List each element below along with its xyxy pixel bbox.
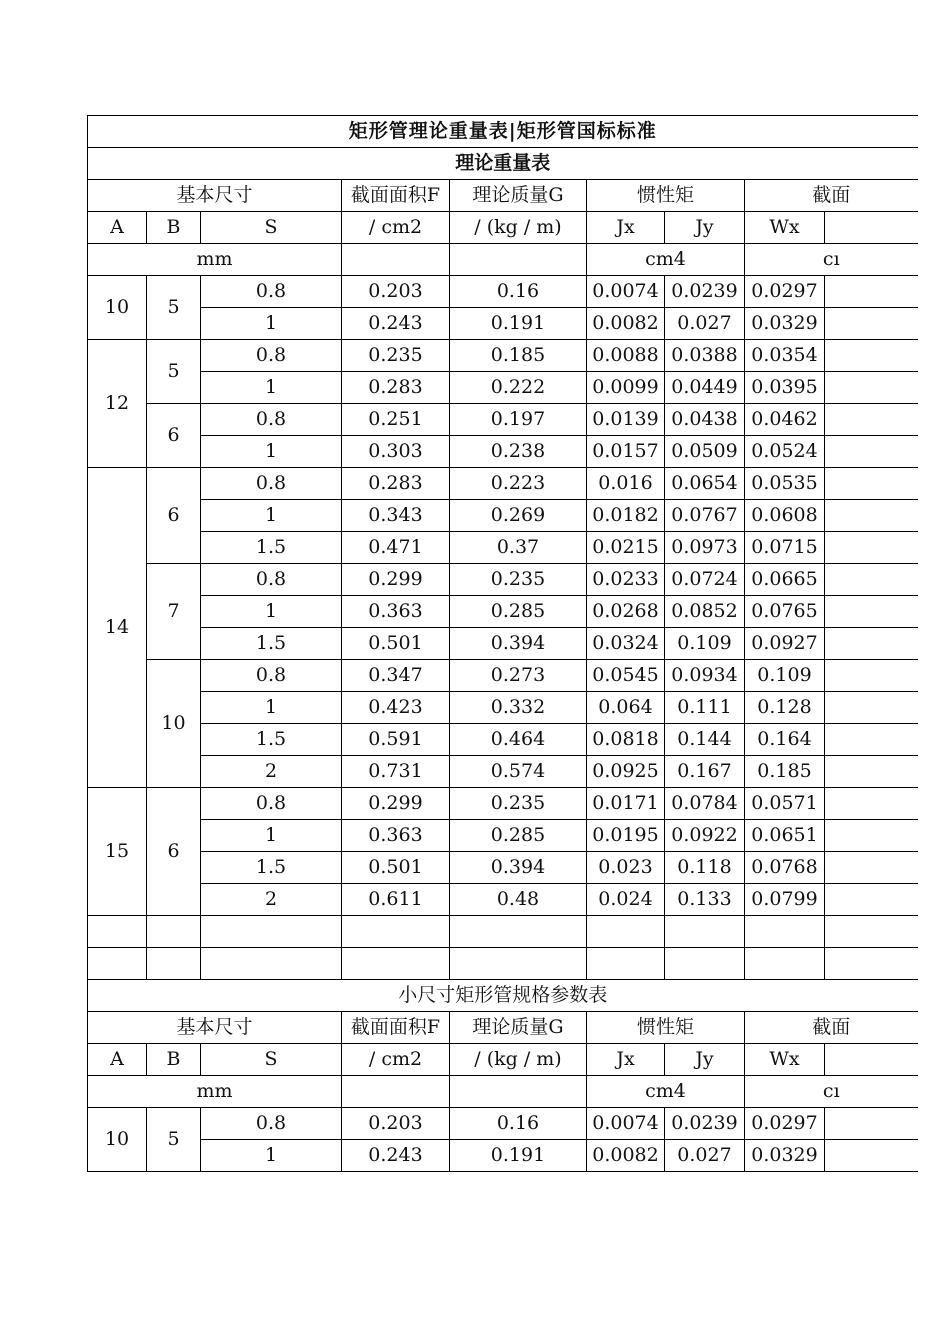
jx-cell: 0.0215 xyxy=(587,532,665,564)
wx-cell: 0.0329 xyxy=(745,1140,825,1172)
table-row xyxy=(88,884,918,916)
thickness-cell: 1 xyxy=(201,372,342,404)
jy-cell: 0.0654 xyxy=(665,468,745,500)
empty-cell xyxy=(147,948,201,980)
mass-cell: 0.191 xyxy=(450,1140,587,1172)
mass-unit: / (kg / m) xyxy=(450,1044,587,1076)
table-row xyxy=(88,756,918,788)
table-row xyxy=(88,404,918,436)
dim-a-cell: 12 xyxy=(88,340,147,468)
jy-header: Jy xyxy=(665,1044,745,1076)
mass-header: 理论质量G xyxy=(450,1012,587,1044)
empty-row xyxy=(88,948,918,980)
empty-row xyxy=(88,916,918,948)
wx-cell: 0.0768 xyxy=(745,852,825,884)
mass-cell: 0.464 xyxy=(450,724,587,756)
wy-cell xyxy=(825,564,918,596)
jx-cell: 0.0074 xyxy=(587,276,665,308)
table-row xyxy=(88,820,918,852)
area-cell: 0.591 xyxy=(342,724,450,756)
area-cell: 0.471 xyxy=(342,532,450,564)
table-cell xyxy=(342,244,450,276)
dim-b-cell: 6 xyxy=(147,404,201,468)
weight-table xyxy=(87,115,918,1172)
jy-cell: 0.0239 xyxy=(665,1108,745,1140)
dim-b-cell: 7 xyxy=(147,564,201,660)
jy-cell: 0.118 xyxy=(665,852,745,884)
table-row xyxy=(88,308,918,340)
area-cell: 0.283 xyxy=(342,468,450,500)
basic-size-header: 基本尺寸 xyxy=(88,180,342,212)
wy-cell xyxy=(825,724,918,756)
jx-cell: 0.0818 xyxy=(587,724,665,756)
thickness-cell: 0.8 xyxy=(201,340,342,372)
jx-cell: 0.0074 xyxy=(587,1108,665,1140)
wy-cell xyxy=(825,820,918,852)
mass-cell: 0.238 xyxy=(450,436,587,468)
thickness-cell: 2 xyxy=(201,884,342,916)
mass-cell: 0.16 xyxy=(450,1108,587,1140)
wy-cell xyxy=(825,756,918,788)
wx-cell: 0.0329 xyxy=(745,308,825,340)
dim-a-cell: 15 xyxy=(88,788,147,916)
table-row xyxy=(88,436,918,468)
area-cell: 0.243 xyxy=(342,308,450,340)
empty-cell xyxy=(825,916,918,948)
jy-cell: 0.0973 xyxy=(665,532,745,564)
area-cell: 0.611 xyxy=(342,884,450,916)
wy-cell xyxy=(825,500,918,532)
area-cell: 0.363 xyxy=(342,820,450,852)
area-cell: 0.731 xyxy=(342,756,450,788)
area-header: 截面面积F xyxy=(342,1012,450,1044)
wy-cell xyxy=(825,692,918,724)
wx-header: Wx xyxy=(745,212,825,244)
cm4-unit: cm4 xyxy=(587,1076,745,1108)
mass-cell: 0.285 xyxy=(450,820,587,852)
modulus-header: 截面 xyxy=(745,1012,918,1044)
mass-cell: 0.269 xyxy=(450,500,587,532)
wy-cell xyxy=(825,340,918,372)
jy-cell: 0.0934 xyxy=(665,660,745,692)
dim-a-cell: 10 xyxy=(88,1108,147,1172)
wy-cell xyxy=(825,628,918,660)
wy-cell xyxy=(825,372,918,404)
dim-b-cell: 5 xyxy=(147,276,201,340)
wx-cell: 0.0354 xyxy=(745,340,825,372)
subtitle-row xyxy=(88,148,918,180)
wy-cell xyxy=(825,532,918,564)
col-a-header: A xyxy=(88,1044,147,1076)
jx-cell: 0.0233 xyxy=(587,564,665,596)
dim-b-cell: 6 xyxy=(147,468,201,564)
jx-cell: 0.0099 xyxy=(587,372,665,404)
t2-header-row xyxy=(88,1012,918,1044)
area-cell: 0.235 xyxy=(342,340,450,372)
jy-cell: 0.0438 xyxy=(665,404,745,436)
dim-b-cell: 10 xyxy=(147,660,201,788)
wx-cell: 0.0462 xyxy=(745,404,825,436)
section-title: 小尺寸矩形管规格参数表 xyxy=(88,980,918,1012)
wy-cell xyxy=(825,404,918,436)
mass-cell: 0.48 xyxy=(450,884,587,916)
section2-title-row xyxy=(88,980,918,1012)
table-row xyxy=(88,692,918,724)
empty-cell xyxy=(665,916,745,948)
mass-cell: 0.332 xyxy=(450,692,587,724)
area-cell: 0.299 xyxy=(342,788,450,820)
empty-cell xyxy=(88,916,147,948)
thickness-cell: 1.5 xyxy=(201,724,342,756)
wx-cell: 0.0608 xyxy=(745,500,825,532)
jx-cell: 0.0082 xyxy=(587,308,665,340)
table-row xyxy=(88,724,918,756)
inertia-header: 惯性矩 xyxy=(587,1012,745,1044)
empty-cell xyxy=(745,948,825,980)
cm3-unit: cı xyxy=(745,244,918,276)
thickness-cell: 0.8 xyxy=(201,468,342,500)
area-cell: 0.299 xyxy=(342,564,450,596)
table-row xyxy=(88,372,918,404)
cm4-unit: cm4 xyxy=(587,244,745,276)
thickness-cell: 0.8 xyxy=(201,564,342,596)
jx-cell: 0.016 xyxy=(587,468,665,500)
mm-unit: mm xyxy=(88,244,342,276)
jy-cell: 0.144 xyxy=(665,724,745,756)
jy-cell: 0.027 xyxy=(665,1140,745,1172)
thickness-cell: 2 xyxy=(201,756,342,788)
area-cell: 0.243 xyxy=(342,1140,450,1172)
wx-header: Wx xyxy=(745,1044,825,1076)
t1-unit-row xyxy=(88,244,918,276)
dim-a-cell: 10 xyxy=(88,276,147,340)
thickness-cell: 0.8 xyxy=(201,660,342,692)
mass-cell: 0.394 xyxy=(450,628,587,660)
empty-cell xyxy=(745,916,825,948)
wy-cell xyxy=(825,660,918,692)
t1-header-row xyxy=(88,180,918,212)
area-cell: 0.347 xyxy=(342,660,450,692)
area-cell: 0.203 xyxy=(342,1108,450,1140)
mass-cell: 0.16 xyxy=(450,276,587,308)
empty-cell xyxy=(450,916,587,948)
jx-cell: 0.023 xyxy=(587,852,665,884)
table-row xyxy=(88,596,918,628)
wx-cell: 0.0395 xyxy=(745,372,825,404)
thickness-cell: 1 xyxy=(201,820,342,852)
dim-b-cell: 5 xyxy=(147,1108,201,1172)
table-row xyxy=(88,500,918,532)
table-cell xyxy=(450,244,587,276)
empty-cell xyxy=(450,948,587,980)
table-row xyxy=(88,532,918,564)
table-cell xyxy=(450,1076,587,1108)
area-cell: 0.303 xyxy=(342,436,450,468)
jx-cell: 0.0182 xyxy=(587,500,665,532)
mass-cell: 0.235 xyxy=(450,564,587,596)
mass-cell: 0.223 xyxy=(450,468,587,500)
jx-cell: 0.0268 xyxy=(587,596,665,628)
jx-cell: 0.0088 xyxy=(587,340,665,372)
jx-cell: 0.0171 xyxy=(587,788,665,820)
jy-cell: 0.027 xyxy=(665,308,745,340)
wx-cell: 0.128 xyxy=(745,692,825,724)
table-subtitle: 理论重量表 xyxy=(88,148,918,180)
wx-cell: 0.0571 xyxy=(745,788,825,820)
jy-cell: 0.0922 xyxy=(665,820,745,852)
wy-cell xyxy=(825,852,918,884)
wx-cell: 0.0799 xyxy=(745,884,825,916)
title-row xyxy=(88,116,918,148)
area-header: 截面面积F xyxy=(342,180,450,212)
mass-header: 理论质量G xyxy=(450,180,587,212)
wy-header xyxy=(825,1044,918,1076)
jx-cell: 0.0082 xyxy=(587,1140,665,1172)
jy-cell: 0.0509 xyxy=(665,436,745,468)
jy-cell: 0.0724 xyxy=(665,564,745,596)
wy-cell xyxy=(825,1108,918,1140)
dim-a-cell: 14 xyxy=(88,468,147,788)
table-row xyxy=(88,628,918,660)
wx-cell: 0.0715 xyxy=(745,532,825,564)
jx-header: Jx xyxy=(587,1044,665,1076)
table-row xyxy=(88,564,918,596)
wy-cell xyxy=(825,1140,918,1172)
jx-cell: 0.064 xyxy=(587,692,665,724)
area-cell: 0.283 xyxy=(342,372,450,404)
wy-cell xyxy=(825,276,918,308)
thickness-cell: 0.8 xyxy=(201,276,342,308)
mass-cell: 0.285 xyxy=(450,596,587,628)
col-s-header: S xyxy=(201,212,342,244)
mass-cell: 0.394 xyxy=(450,852,587,884)
jx-header: Jx xyxy=(587,212,665,244)
table-row xyxy=(88,788,918,820)
thickness-cell: 0.8 xyxy=(201,1108,342,1140)
jx-cell: 0.0324 xyxy=(587,628,665,660)
jy-cell: 0.167 xyxy=(665,756,745,788)
area-cell: 0.423 xyxy=(342,692,450,724)
jx-cell: 0.0925 xyxy=(587,756,665,788)
wy-cell xyxy=(825,468,918,500)
area-cell: 0.363 xyxy=(342,596,450,628)
area-cell: 0.203 xyxy=(342,276,450,308)
jy-cell: 0.0449 xyxy=(665,372,745,404)
wx-cell: 0.0651 xyxy=(745,820,825,852)
wx-cell: 0.0665 xyxy=(745,564,825,596)
wx-cell: 0.0297 xyxy=(745,276,825,308)
area-cell: 0.343 xyxy=(342,500,450,532)
mass-cell: 0.185 xyxy=(450,340,587,372)
t2-unit-row xyxy=(88,1076,918,1108)
table-row xyxy=(88,276,918,308)
cm3-unit: cı xyxy=(745,1076,918,1108)
col-a-header: A xyxy=(88,212,147,244)
wx-cell: 0.109 xyxy=(745,660,825,692)
empty-cell xyxy=(587,948,665,980)
wy-cell xyxy=(825,308,918,340)
wx-cell: 0.185 xyxy=(745,756,825,788)
jy-cell: 0.0388 xyxy=(665,340,745,372)
empty-cell xyxy=(201,948,342,980)
thickness-cell: 0.8 xyxy=(201,788,342,820)
mass-cell: 0.37 xyxy=(450,532,587,564)
wy-cell xyxy=(825,788,918,820)
empty-cell xyxy=(147,916,201,948)
thickness-cell: 1 xyxy=(201,436,342,468)
jy-cell: 0.133 xyxy=(665,884,745,916)
empty-cell xyxy=(342,916,450,948)
jy-cell: 0.0767 xyxy=(665,500,745,532)
wx-cell: 0.0535 xyxy=(745,468,825,500)
dim-b-cell: 6 xyxy=(147,788,201,916)
mass-cell: 0.273 xyxy=(450,660,587,692)
thickness-cell: 1 xyxy=(201,692,342,724)
empty-cell xyxy=(342,948,450,980)
empty-cell xyxy=(587,916,665,948)
wx-cell: 0.0524 xyxy=(745,436,825,468)
jy-cell: 0.0239 xyxy=(665,276,745,308)
thickness-cell: 1.5 xyxy=(201,852,342,884)
col-b-header: B xyxy=(147,212,201,244)
thickness-cell: 1 xyxy=(201,500,342,532)
wx-cell: 0.0297 xyxy=(745,1108,825,1140)
jy-cell: 0.0784 xyxy=(665,788,745,820)
table-row xyxy=(88,468,918,500)
t1-subheader-row xyxy=(88,212,918,244)
page-title: 矩形管理论重量表|矩形管国标标准 xyxy=(88,116,918,148)
empty-cell xyxy=(825,948,918,980)
basic-size-header: 基本尺寸 xyxy=(88,1012,342,1044)
wx-cell: 0.164 xyxy=(745,724,825,756)
spreadsheet-view xyxy=(87,115,851,1172)
mm-unit: mm xyxy=(88,1076,342,1108)
thickness-cell: 1.5 xyxy=(201,532,342,564)
inertia-header: 惯性矩 xyxy=(587,180,745,212)
mass-cell: 0.191 xyxy=(450,308,587,340)
wx-cell: 0.0927 xyxy=(745,628,825,660)
mass-cell: 0.235 xyxy=(450,788,587,820)
area-unit: / cm2 xyxy=(342,212,450,244)
area-unit: / cm2 xyxy=(342,1044,450,1076)
table-cell xyxy=(342,1076,450,1108)
thickness-cell: 0.8 xyxy=(201,404,342,436)
t2-subheader-row xyxy=(88,1044,918,1076)
jy-header: Jy xyxy=(665,212,745,244)
jx-cell: 0.0195 xyxy=(587,820,665,852)
mass-cell: 0.574 xyxy=(450,756,587,788)
mass-unit: / (kg / m) xyxy=(450,212,587,244)
wy-cell xyxy=(825,596,918,628)
col-b-header: B xyxy=(147,1044,201,1076)
area-cell: 0.501 xyxy=(342,628,450,660)
wy-header xyxy=(825,212,918,244)
wx-cell: 0.0765 xyxy=(745,596,825,628)
jx-cell: 0.024 xyxy=(587,884,665,916)
col-s-header: S xyxy=(201,1044,342,1076)
area-cell: 0.251 xyxy=(342,404,450,436)
table-row xyxy=(88,852,918,884)
thickness-cell: 1 xyxy=(201,1140,342,1172)
wy-cell xyxy=(825,884,918,916)
empty-cell xyxy=(665,948,745,980)
table-row xyxy=(88,1108,918,1140)
modulus-header: 截面 xyxy=(745,180,918,212)
empty-cell xyxy=(201,916,342,948)
jx-cell: 0.0139 xyxy=(587,404,665,436)
table-row xyxy=(88,1140,918,1172)
wy-cell xyxy=(825,436,918,468)
jy-cell: 0.0852 xyxy=(665,596,745,628)
dim-b-cell: 5 xyxy=(147,340,201,404)
empty-cell xyxy=(88,948,147,980)
thickness-cell: 1.5 xyxy=(201,628,342,660)
table-row xyxy=(88,660,918,692)
mass-cell: 0.197 xyxy=(450,404,587,436)
jx-cell: 0.0545 xyxy=(587,660,665,692)
table-row xyxy=(88,340,918,372)
thickness-cell: 1 xyxy=(201,308,342,340)
jy-cell: 0.109 xyxy=(665,628,745,660)
jx-cell: 0.0157 xyxy=(587,436,665,468)
mass-cell: 0.222 xyxy=(450,372,587,404)
area-cell: 0.501 xyxy=(342,852,450,884)
jy-cell: 0.111 xyxy=(665,692,745,724)
thickness-cell: 1 xyxy=(201,596,342,628)
